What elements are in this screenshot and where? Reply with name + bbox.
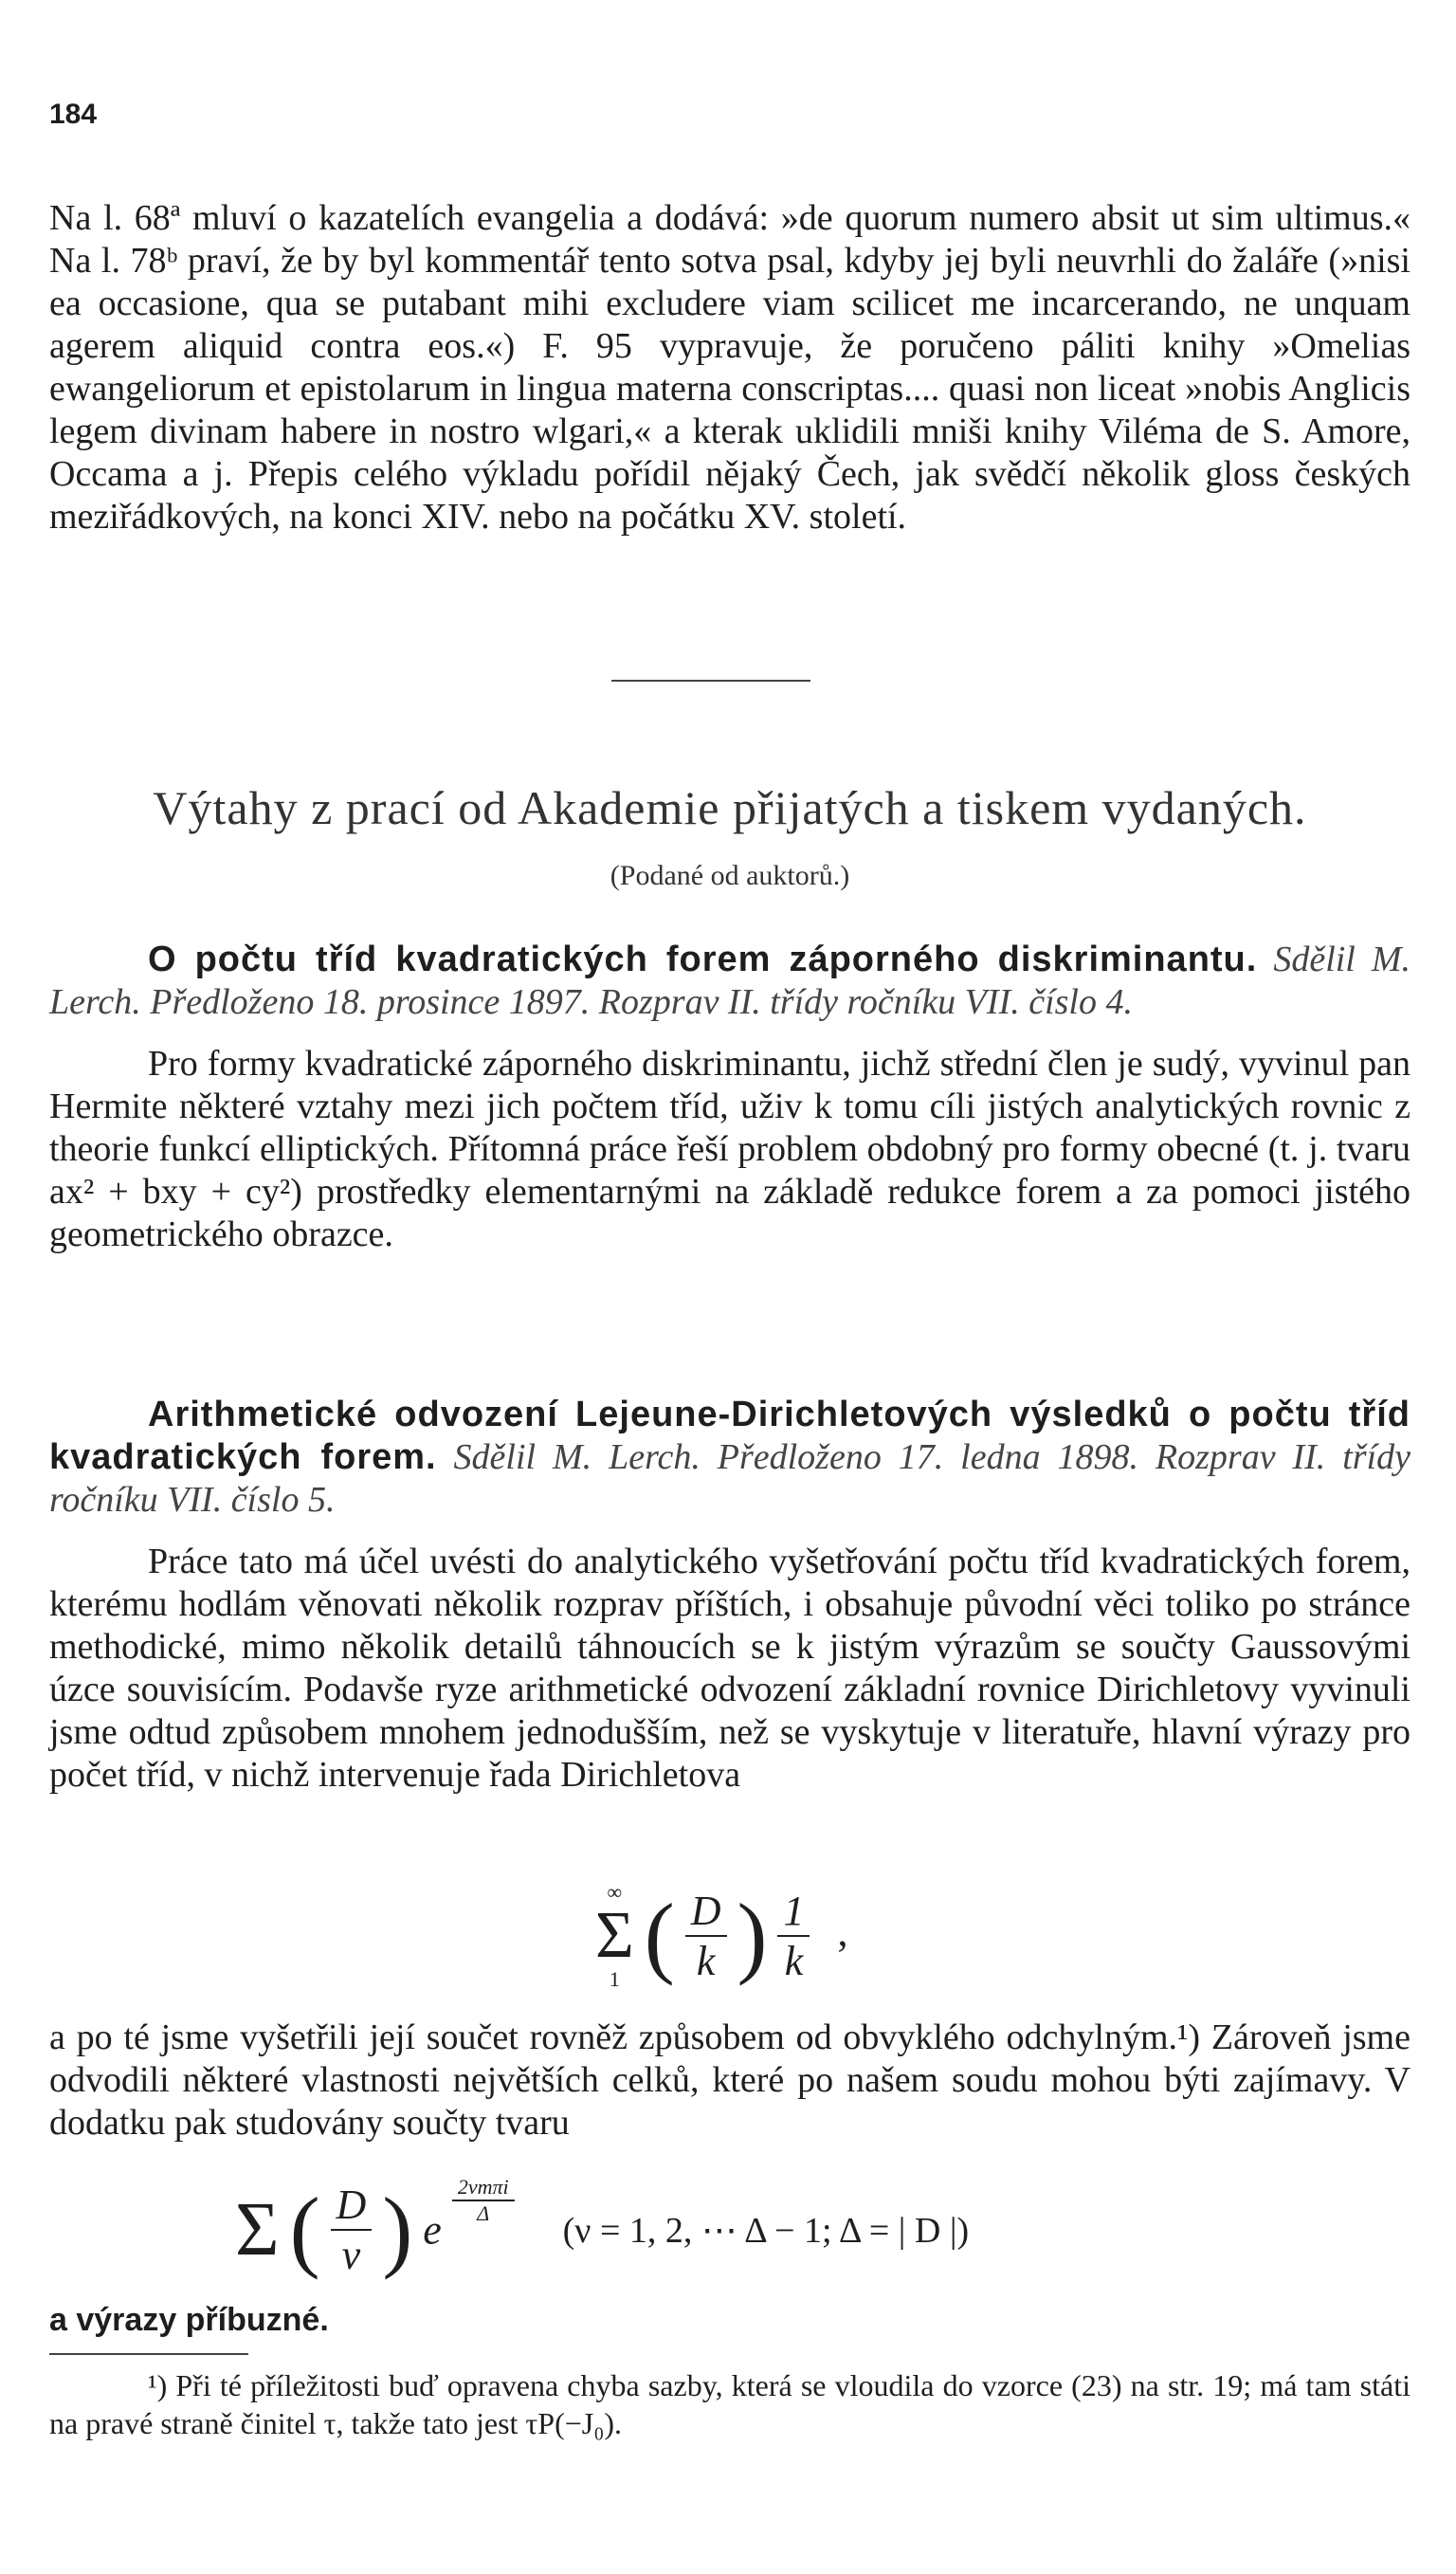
fraction-numerator: 1 xyxy=(777,1887,810,1937)
entry2-body3: a výrazy příbuzné. xyxy=(49,2302,329,2338)
entry2-ref: Sdělil M. Lerch. Předloženo 17. ledna 1898. Rozprav II. třídy ročníku VII. číslo 5. xyxy=(49,1437,1410,1520)
entry2-title: Arithmetické odvození Lejeune-Dirichletových výsledků o počtu tříd kvadratických forem. xyxy=(49,1395,1410,1477)
top-paragraph-block xyxy=(49,197,1410,539)
formula-dirichlet-series xyxy=(595,1882,847,1990)
entry1-block xyxy=(49,939,1410,1256)
exponent-numerator: 2νmπi xyxy=(452,2175,515,2201)
top-paragraph: Na l. 68ª mluví o kazatelích evangelia a dodává: »de quorum numero absit ut sim ultimus.« Na l. 78ᵇ praví, že by byl kommentář tento sotva psal, kdyby jej byli neuvrhli do žaláře (»nisi ea occasione, qua se putabant mihi excludere viam scilicet me incarcerando, ne unquam agerem aliquid contra eos.«) F. 95 vypravuje, že poručeno páliti knihy »Omelias ewangeliorum et epistolarum in lingua materna conscriptas.... quasi non liceat »nobis Anglicis legem divinam habere in nostro wlgari,« a kterak uklidili mniši knihy Viléma de S. Amore, Occama a j. Přepis celého výkladu pořídil nějaký Čech, jak svědčí několik gloss českých meziřádkových, na konci XIV. nebo na počátku XV. století. xyxy=(49,198,1410,537)
left-paren: ( xyxy=(644,1885,675,1986)
symbol2-denominator: ν xyxy=(341,2232,361,2278)
right-paren-2: ) xyxy=(382,2179,413,2280)
entry2-body1: Práce tato má účel uvésti do analytického vyšetřování počtu tříd kvadratických forem, kterému hodlám věnovati několik rozprav příštích, i obsahuje původní věci toliko po stránce methodické, mimo několik detailů táhnoucích se k jistým výrazům se součty Gaussovými úzce souvisícím. Podavše ryze arithmetické odvození základní rovnice Dirichletovy vyvinuli jsme odtud způsobem mnohem jednodušším, než se vyskytuje v literatuře, hlavní výrazy pro počet tříd, v nichž intervenuje řada Dirichletova xyxy=(49,1542,1410,1795)
entry2-heading xyxy=(49,1394,1410,1522)
exponent xyxy=(452,2175,515,2226)
page-number: 184 xyxy=(49,99,98,130)
entry2-body2-block xyxy=(49,2017,1410,2145)
formula-comma: , xyxy=(837,1908,848,1956)
left-paren-2: ( xyxy=(289,2179,320,2280)
sum-lower-limit: 1 xyxy=(609,1967,620,1991)
entry1-heading xyxy=(49,939,1410,1024)
exponent-denominator: Δ xyxy=(477,2201,490,2225)
legendre-symbol xyxy=(685,1887,727,1985)
fraction xyxy=(777,1887,810,1985)
exp-base: e xyxy=(423,2206,442,2254)
separator-rule xyxy=(611,680,810,682)
sigma-symbol-2: Σ xyxy=(235,2188,280,2272)
footnote-rule xyxy=(49,2353,248,2355)
sigma-symbol: Σ xyxy=(595,1899,634,1972)
symbol2-numerator: D xyxy=(331,2181,373,2231)
entry2-block xyxy=(49,1394,1410,1797)
sum-upper-limit: ∞ xyxy=(607,1880,623,1904)
formula-gauss-sum xyxy=(235,2175,970,2280)
entry2-body3-block xyxy=(49,2299,1410,2342)
section-subtitle: (Podané od auktorů.) xyxy=(610,860,850,891)
section-title: Výtahy z prací od Akademie přijatých a tiskem vydaných. xyxy=(153,781,1307,834)
legendre-symbol-2 xyxy=(331,2181,373,2279)
fraction-denominator: k xyxy=(784,1938,804,1984)
entry1-body: Pro formy kvadratické záporného diskriminantu, jichž střední člen je sudý, vyvinul pan Hermite některé vztahy mezi jich počtem tříd, uživ k tomu cíli jistých analytických rovnic z theorie funkcí elliptických. Přítomná práce řeší problem obdobný pro formy obecné (t. j. tvaru ax² + bxy + cy²) prostředky elementarnými na základě redukce forem a za pomoci jistého geometrického obrazce. xyxy=(49,1044,1410,1254)
footnote: ¹) Při té příležitosti buď opravena chyba sazby, která se vloudila do vzorce (23) na str. 19; má tam státi na pravé straně činitel τ, takže tato jest τP(−J₀). xyxy=(49,2368,1410,2440)
sum-condition: (ν = 1, 2, ⋯ Δ − 1; Δ = | D |) xyxy=(562,2210,970,2251)
entry1-ref: Sdělil M. Lerch. Předloženo 18. prosince 1897. Rozprav II. třídy ročníku VII. číslo 4. xyxy=(49,940,1411,1022)
entry2-body2: a po té jsme vyšetřili její součet rovněž způsobem od obvyklého odchylným.¹) Zároveň jsme odvodili některé vlastnosti největších celků, které po našem soudu mohou býti zajímavy. V dodatku pak studovány součty tvaru xyxy=(49,2017,1410,2143)
entry1-title: O počtu tříd kvadratických forem záporného diskriminantu. xyxy=(148,940,1258,979)
symbol-numerator: D xyxy=(685,1887,727,1937)
symbol-denominator: k xyxy=(696,1938,716,1984)
right-paren: ) xyxy=(737,1885,768,1986)
